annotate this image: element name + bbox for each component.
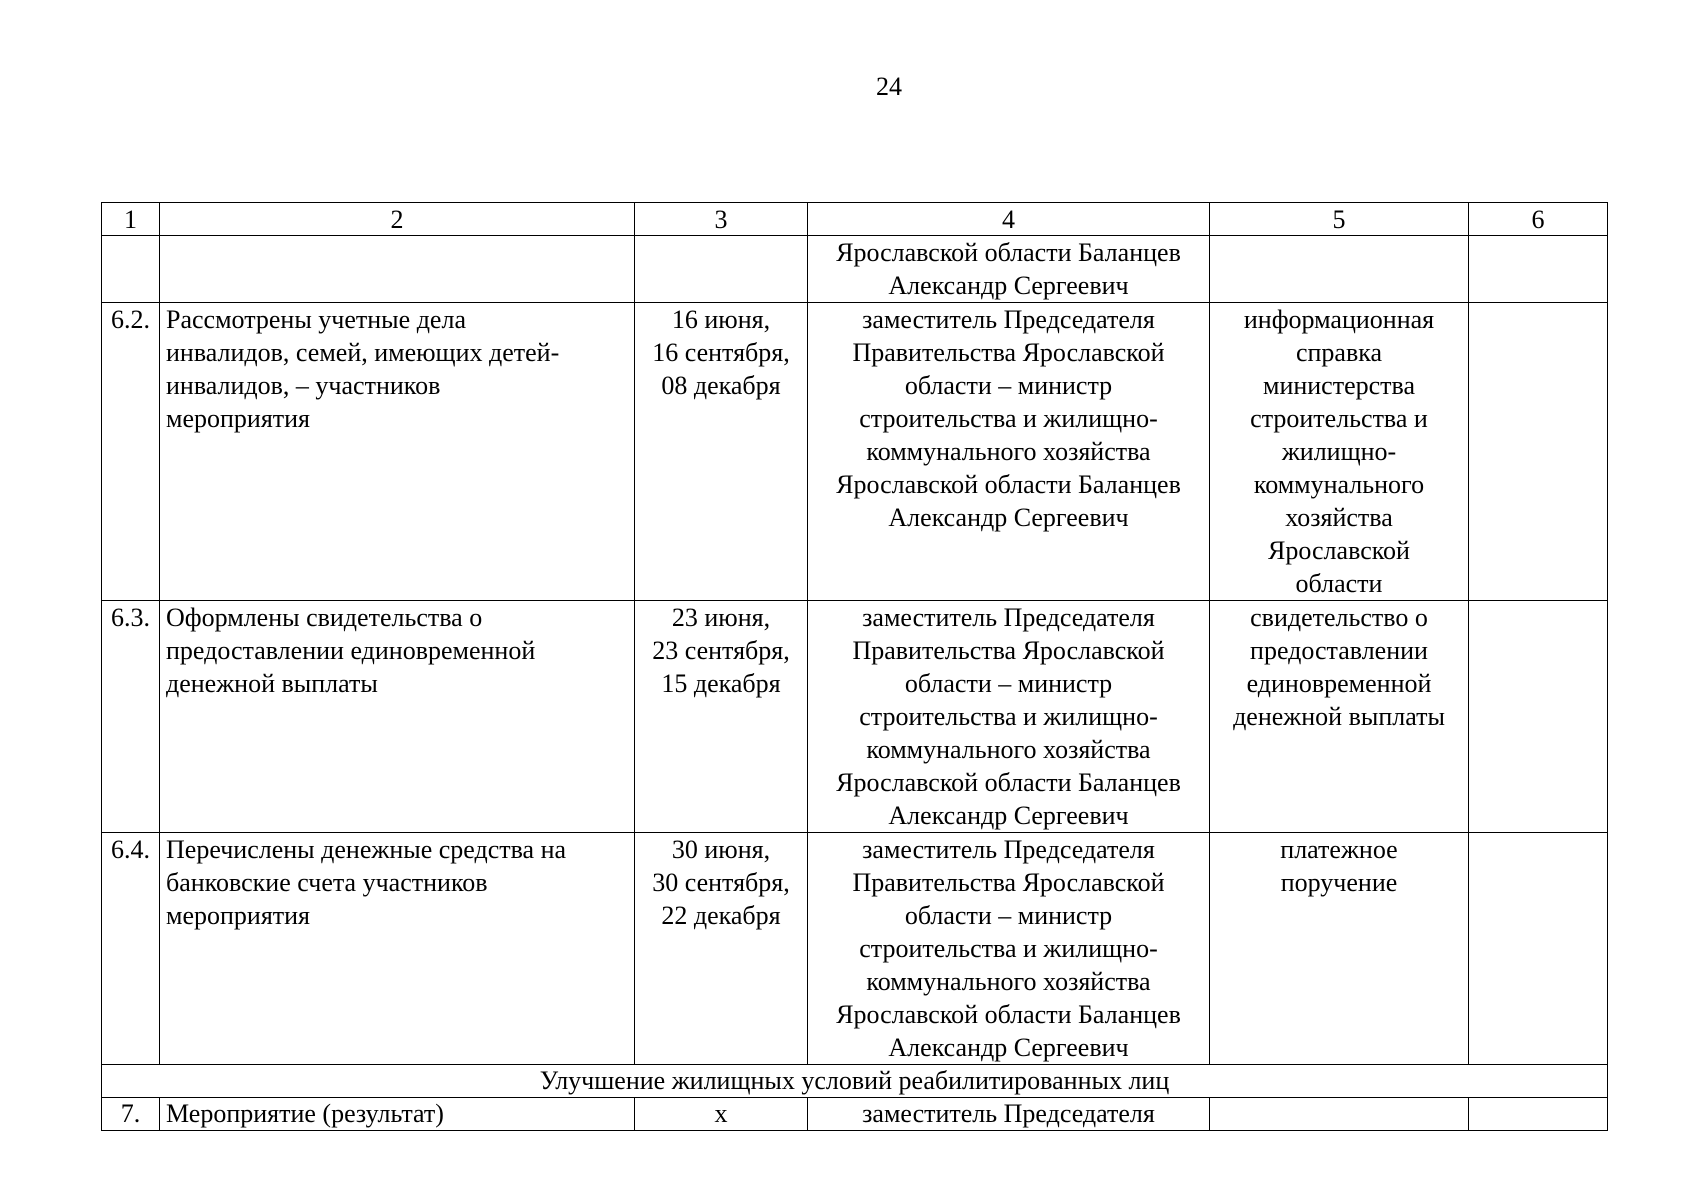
cell-dates: х — [635, 1098, 808, 1131]
cell-document: свидетельство о предоставлении единовременной денежной выплаты — [1210, 601, 1469, 833]
cell-note — [1469, 236, 1608, 303]
continuation-row — [102, 236, 1608, 303]
cell-event: Перечислены денежные средства на банковские счета участников мероприятия — [160, 833, 635, 1065]
cell-dates — [635, 236, 808, 303]
cell-event — [160, 236, 635, 303]
section-row — [102, 1065, 1608, 1098]
cell-event: Оформлены свидетельства о предоставлении единовременной денежной выплаты — [160, 601, 635, 833]
cell-note — [1469, 1098, 1608, 1131]
cell-responsible: заместитель Председателя Правительства Ярославской области – министр строительства и жилищно- коммунального хозяйства Ярославской области Баланцев Александр Сергеевич — [808, 601, 1210, 833]
cell-document: информационная справка министерства строительства и жилищно- коммунального хозяйства Ярославской области — [1210, 303, 1469, 601]
table-row-7 — [102, 1098, 1608, 1131]
cell-document: платежное поручение — [1210, 833, 1469, 1065]
cell-num: 6.3. — [102, 601, 160, 833]
cell-note — [1469, 303, 1608, 601]
cell-document — [1210, 236, 1469, 303]
page-number: 24 — [876, 72, 902, 101]
measures-table — [101, 202, 1608, 1131]
cell-responsible: Ярославской области Баланцев Александр Сергеевич — [808, 236, 1210, 303]
cell-num: 6.2. — [102, 303, 160, 601]
cell-dates: 23 июня, 23 сентября, 15 декабря — [635, 601, 808, 833]
column-number-4: 4 — [808, 203, 1210, 236]
cell-document — [1210, 1098, 1469, 1131]
cell-event: Рассмотрены учетные дела инвалидов, семей, имеющих детей- инвалидов, – участников мероприятия — [160, 303, 635, 601]
cell-event: Мероприятие (результат) — [160, 1098, 635, 1131]
table-row-6-2 — [102, 303, 1608, 601]
column-number-row — [102, 203, 1608, 236]
column-number-6: 6 — [1469, 203, 1608, 236]
cell-responsible: заместитель Председателя Правительства Ярославской области – министр строительства и жилищно- коммунального хозяйства Ярославской области Баланцев Александр Сергеевич — [808, 303, 1210, 601]
cell-note — [1469, 833, 1608, 1065]
cell-responsible: заместитель Председателя Правительства Ярославской области – министр строительства и жилищно- коммунального хозяйства Ярославской области Баланцев Александр Сергеевич — [808, 833, 1210, 1065]
table-row-6-3 — [102, 601, 1608, 833]
cell-num: 6.4. — [102, 833, 160, 1065]
column-number-5: 5 — [1210, 203, 1469, 236]
column-number-2: 2 — [160, 203, 635, 236]
table-row-6-4 — [102, 833, 1608, 1065]
cell-responsible: заместитель Председателя — [808, 1098, 1210, 1131]
cell-dates: 16 июня, 16 сентября, 08 декабря — [635, 303, 808, 601]
cell-dates: 30 июня, 30 сентября, 22 декабря — [635, 833, 808, 1065]
section-title: Улучшение жилищных условий реабилитированных лиц — [102, 1065, 1608, 1098]
cell-num: 7. — [102, 1098, 160, 1131]
column-number-1: 1 — [102, 203, 160, 236]
column-number-3: 3 — [635, 203, 808, 236]
cell-num — [102, 236, 160, 303]
cell-note — [1469, 601, 1608, 833]
